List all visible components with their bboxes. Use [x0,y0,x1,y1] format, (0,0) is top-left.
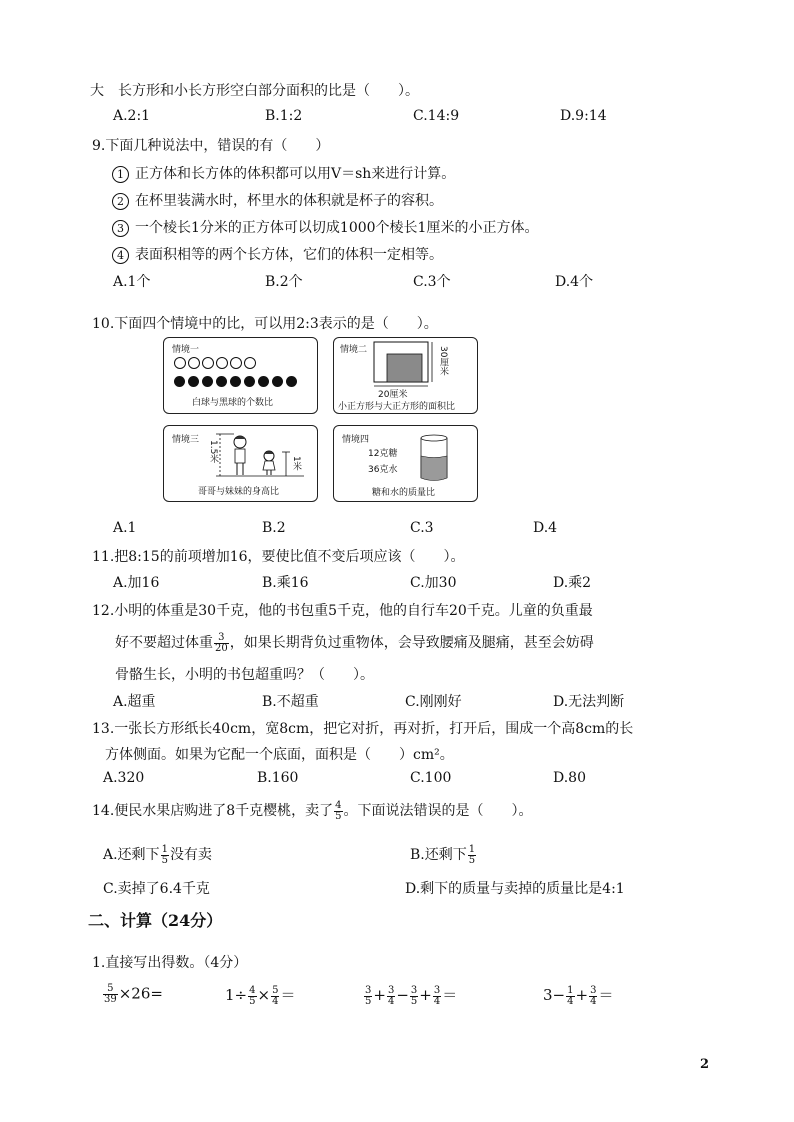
scenario-3-title: 情境三 [172,435,200,445]
q14-option-a-text: A.还剩下 [103,847,160,863]
q13-option-a[interactable]: A.320 [103,770,145,786]
scenario-2-width-label: 20厘米 [378,390,408,400]
q14-option-b[interactable] [410,844,477,866]
calc-1-rest: ×26= [118,984,163,1003]
calc-expression-2 [225,984,295,1007]
q14-stem-b: 。下面说法错误的是（ ）。 [343,803,533,819]
q14-option-a-num: 1 [161,843,168,855]
q8-option-d[interactable]: D.9:14 [560,108,607,124]
scenario-1-caption: 白球与黑球的个数比 [192,398,274,408]
q14-fraction [334,801,342,822]
calc-stem: 1.直接写出得数。（4分） [92,955,248,971]
circle-number-3: 3 [112,220,129,237]
black-ball [286,376,297,387]
q9-option-c[interactable]: C.3个 [413,274,451,290]
circle-number-4: 4 [112,247,129,264]
q12-option-d[interactable]: D.无法判断 [553,694,625,710]
calc-2-frac-1 [248,986,256,1007]
black-ball [202,376,213,387]
q12-line-1: 12.小明的体重是30千克，他的书包重5千克，他的自行车20千克。儿童的负重最 [92,603,593,619]
q9-statement-2-text: 在杯里装满水时，杯里水的体积就是杯子的容积。 [135,193,443,209]
scenario-panel-4 [333,425,478,502]
scenario-3-big-label: 1.5米 [208,440,218,464]
q10-option-b[interactable]: B.2 [262,520,286,536]
calc-2-d1: 5 [249,995,256,1007]
white-ball [216,357,228,369]
scenario-4-title: 情境四 [342,435,370,445]
q10-option-a[interactable]: A.1 [113,520,137,536]
calc-expression-4 [543,984,613,1007]
calc-3-eq: ＝ [442,986,458,1004]
black-ball [230,376,241,387]
scenario-panel-2 [333,337,478,414]
q14-option-b-num: 1 [468,843,476,855]
calc-4-frac-1 [566,986,574,1007]
q14-option-a-den: 5 [161,854,168,866]
q12-frac-numerator: 3 [214,633,229,644]
calc-3-o3: + [419,986,432,1004]
q14-option-b-fraction [468,845,476,866]
calc-4-a: 3− [543,986,566,1004]
calc-3-o2: − [396,986,409,1004]
q14-option-a-text-b: 没有卖 [169,847,212,863]
q9-statement-3 [112,217,538,237]
circle-number-1: 1 [112,166,129,183]
calc-3-n2: 3 [387,984,395,996]
calc-4-o1: + [575,986,589,1004]
calc-3-frac-1 [364,986,372,1007]
calc-4-n1: 1 [567,984,574,996]
q13-option-d[interactable]: D.80 [553,770,586,786]
q9-statement-4-text: 表面积相等的两个长方体，它们的体积一定相等。 [135,247,443,263]
q12-line-2a: 好不要超过体重 [115,635,213,651]
q12-line-2b: ，如果长期背负过重物体，会导致腰痛及腿痛，甚至会妨碍 [229,635,594,651]
q10-option-c[interactable]: C.3 [410,520,434,536]
q14-frac-denominator: 5 [335,810,342,822]
calc-1-fraction [103,984,118,1005]
scenario-4-water-label: 36克水 [368,465,398,475]
calc-2-n2: 5 [272,984,279,996]
black-ball [272,376,283,387]
q14-option-c[interactable]: C.卖掉了6.4千克 [103,881,210,897]
black-ball [188,376,199,387]
calc-2-op: × [257,986,271,1004]
q14-option-d[interactable]: D.剩下的质量与卖掉的质量比是4:1 [405,881,625,897]
scenario-4-sugar-label: 12克糖 [368,449,398,459]
q9-option-d[interactable]: D.4个 [555,274,594,290]
q11-stem: 11.把8:15的前项增加16，要使比值不变后项应该（ ）。 [92,549,465,565]
q9-statement-1 [112,163,455,183]
calc-3-frac-2 [387,986,395,1007]
q12-option-b[interactable]: B.不超重 [262,694,319,710]
q14-option-a[interactable] [103,844,212,866]
q14-stem-a: 14.便民水果店购进了8千克樱桃，卖了 [92,803,334,819]
white-ball [174,357,186,369]
q13-line-1: 13.一张长方形纸长40cm，宽8cm，把它对折，再对折，打开后，围成一个高8cm的长 [92,721,634,737]
scenario-panel-1 [163,337,318,414]
page-number: 2 [700,1057,710,1072]
scenario-2-title: 情境二 [340,345,368,355]
q9-stem: 9.下面几种说法中，错误的有（ ） [92,138,330,154]
q9-option-a[interactable]: A.1个 [113,274,151,290]
q11-option-c[interactable]: C.加30 [410,575,457,591]
calc-expression-3 [363,984,457,1007]
calc-2-frac-2 [271,986,279,1007]
white-ball [230,357,242,369]
q13-option-b[interactable]: B.160 [257,770,299,786]
calc-4-d1: 4 [567,995,574,1007]
scenario-1-title: 情境一 [172,345,200,355]
circle-number-2: 2 [112,193,129,210]
section-title: 二、计算（24分） [88,911,223,930]
q10-option-d[interactable]: D.4 [533,520,558,536]
calc-3-d4: 4 [433,995,441,1007]
q10-stem: 10.下面四个情境中的比，可以用2:3表示的是（ ）。 [92,316,438,332]
q12-line-3: 骨骼生长，小明的书包超重吗？（ ）。 [115,667,374,683]
q9-statement-4 [112,244,443,264]
calc-2-a: 1÷ [225,986,248,1004]
q11-option-d[interactable]: D.乘2 [553,575,592,591]
calc-3-d3: 5 [410,995,418,1007]
q12-frac-denominator: 20 [215,642,228,654]
scenario-4-caption: 糖和水的质量比 [372,488,436,498]
q12-option-a[interactable]: A.超重 [113,694,156,710]
calc-2-n1: 4 [249,984,256,996]
calc-3-frac-4 [433,986,441,1007]
q8-option-b[interactable]: B.1:2 [265,108,303,124]
q12-line-2 [115,632,594,654]
q8-option-a[interactable]: A.2:1 [113,108,151,124]
calc-3-n1: 3 [365,984,372,996]
calc-2-eq: ＝ [280,986,296,1004]
scenario-3-small-label: 1米 [291,456,301,471]
q14-option-b-den: 5 [468,854,476,866]
q8-text: 大 长方形和小长方形空白部分面积的比是（ ）。 [90,83,419,99]
q12-fraction [214,633,229,654]
q11-option-b[interactable]: B.乘16 [262,575,309,591]
calc-3-frac-3 [410,986,418,1007]
calc-expression-1 [102,984,163,1005]
scenario-panel-3 [163,425,318,502]
black-ball [216,376,227,387]
black-ball [258,376,269,387]
q14-option-b-text: B.还剩下 [410,847,467,863]
q14-option-a-fraction [161,845,169,866]
q14-frac-numerator: 4 [335,799,342,811]
calc-3-n3: 3 [410,984,418,996]
q14-stem [92,800,533,822]
q8-option-c[interactable]: C.14:9 [413,108,460,124]
scenario-2-height-label: 30厘米 [438,346,448,376]
q11-option-a[interactable]: A.加16 [113,575,160,591]
calc-3-n4: 3 [433,984,441,996]
black-ball [244,376,255,387]
scenario-3-caption: 哥哥与妹妹的身高比 [198,487,280,497]
calc-3-d1: 5 [365,995,372,1007]
calc-3-o1: + [373,986,386,1004]
calc-4-eq: ＝ [598,986,614,1004]
q13-line-2: 方体侧面。如果为它配一个底面，面积是（ ）cm²。 [105,747,454,763]
black-ball [174,376,185,387]
white-ball [188,357,200,369]
calc-2-d2: 4 [272,995,279,1007]
calc-4-n2: 3 [590,984,597,996]
white-ball [202,357,214,369]
q9-statement-3-text: 一个棱长1分米的正方体可以切成1000个棱长1厘米的小正方体。 [135,220,539,236]
scenario-2-caption: 小正方形与大正方形的面积比 [338,402,456,412]
calc-3-d2: 4 [387,995,395,1007]
q9-statement-1-text: 正方体和长方体的体积都可以用V＝sh来进行计算。 [135,166,456,182]
q9-option-b[interactable]: B.2个 [265,274,303,290]
white-ball [244,357,256,369]
calc-1-den: 39 [104,994,117,1005]
q13-option-c[interactable]: C.100 [410,770,452,786]
calc-4-frac-2 [589,986,597,1007]
q12-option-c[interactable]: C.刚刚好 [405,694,462,710]
calc-4-d2: 4 [590,995,597,1007]
calc-1-num: 5 [103,984,118,995]
q9-statement-2 [112,190,443,210]
